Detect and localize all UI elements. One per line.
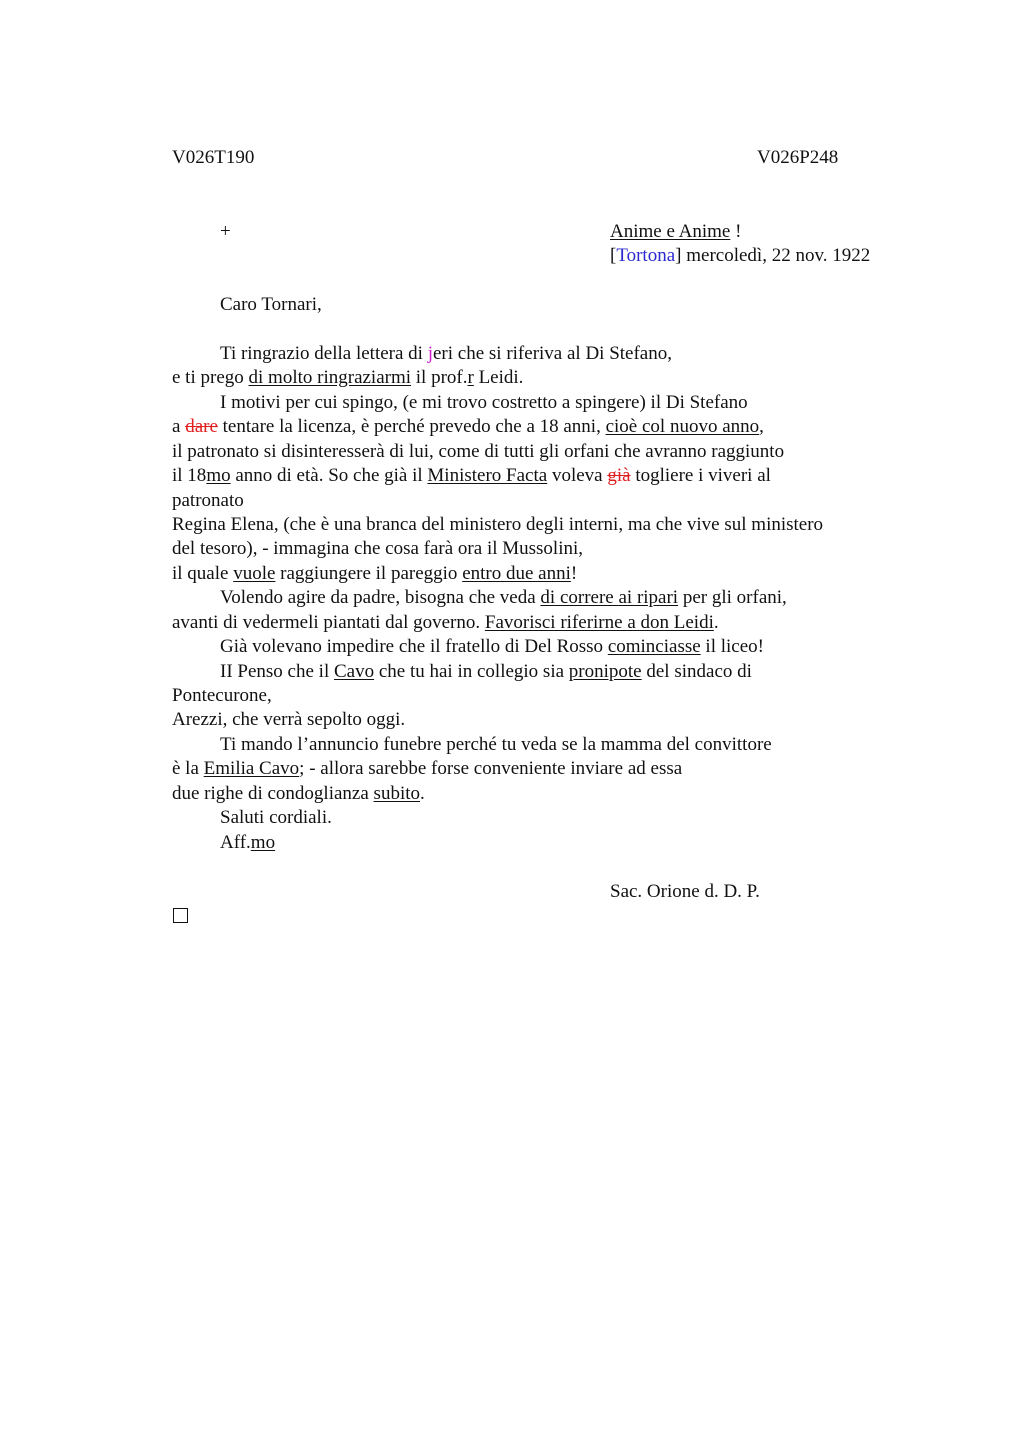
body-line-6: il 18mo anno di età. So che già il Ministero Facta voleva già togliere i viveri al (172, 465, 771, 486)
deleted-word: già (607, 465, 631, 486)
body-line-10: il quale vuole raggiungere il pareggio entro due anni! (172, 563, 578, 584)
doc-code-left: V026T190 (172, 147, 255, 168)
inserted-letter: j (427, 343, 433, 364)
signature: Sac. Orione d. D. P. (610, 881, 760, 902)
body-line-19: due righe di condoglianza subito. (172, 783, 425, 804)
body-line-7: patronato (172, 490, 244, 511)
motto-line: Anime e Anime ! (610, 221, 742, 242)
place-name: Tortona (616, 245, 676, 266)
body-line-5: il patronato si disinteresserà di lui, come di tutti gli orfani che avranno raggiunto (172, 441, 785, 462)
body-line-16: Arezzi, che verrà sepolto oggi. (172, 709, 406, 730)
body-line-15: Pontecurone, (172, 685, 272, 706)
closing-salutation: Saluti cordiali. (220, 807, 332, 828)
body-line-11: Volendo agire da padre, bisogna che veda di correre ai ripari per gli orfani, (220, 587, 787, 608)
body-line-8: Regina Elena, (che è una branca del ministero degli interni, ma che vive sul ministero (172, 514, 824, 535)
body-line-12: avanti di vedermeli piantati dal governo. Favorisci riferirne a don Leidi. (172, 612, 719, 633)
deleted-word: dare (185, 416, 218, 437)
closing-affmo: Aff.mo (220, 832, 276, 853)
place-date-line: [Tortona] mercoledì, 22 nov. 1922 (610, 245, 871, 266)
doc-code-right: V026P248 (757, 147, 839, 168)
body-line-18: è la Emilia Cavo; - allora sarebbe forse conveniente inviare ad essa (172, 758, 683, 779)
body-line-13: Già volevano impedire che il fratello di Del Rosso cominciasse il liceo! (220, 636, 764, 657)
body-line-4: a dare tentare la licenza, è perché prevedo che a 18 anni, cioè col nuovo anno, (172, 416, 764, 437)
body-line-14: II Penso che il Cavo che tu hai in collegio sia pronipote del sindaco di (220, 661, 752, 682)
body-line-2: e ti prego di molto ringraziarmi il prof.r Leidi. (172, 367, 524, 388)
body-line-9: del tesoro), - immagina che cosa farà ora il Mussolini, (172, 538, 584, 559)
letter-date: mercoledì, 22 nov. 1922 (681, 245, 871, 266)
motto: Anime e Anime (610, 221, 731, 242)
body-line-1: Ti ringrazio della lettera di jeri che si riferiva al Di Stefano, (220, 343, 672, 364)
body-line-3: I motivi per cui spingo, (e mi trovo costretto a spingere) il Di Stefano (220, 392, 748, 413)
square-box-icon (173, 908, 188, 923)
body-line-17: Ti mando l’annuncio funebre perché tu veda se la mamma del convittore (220, 734, 772, 755)
cross-mark: + (220, 221, 231, 242)
greeting: Caro Tornari, (220, 294, 322, 315)
